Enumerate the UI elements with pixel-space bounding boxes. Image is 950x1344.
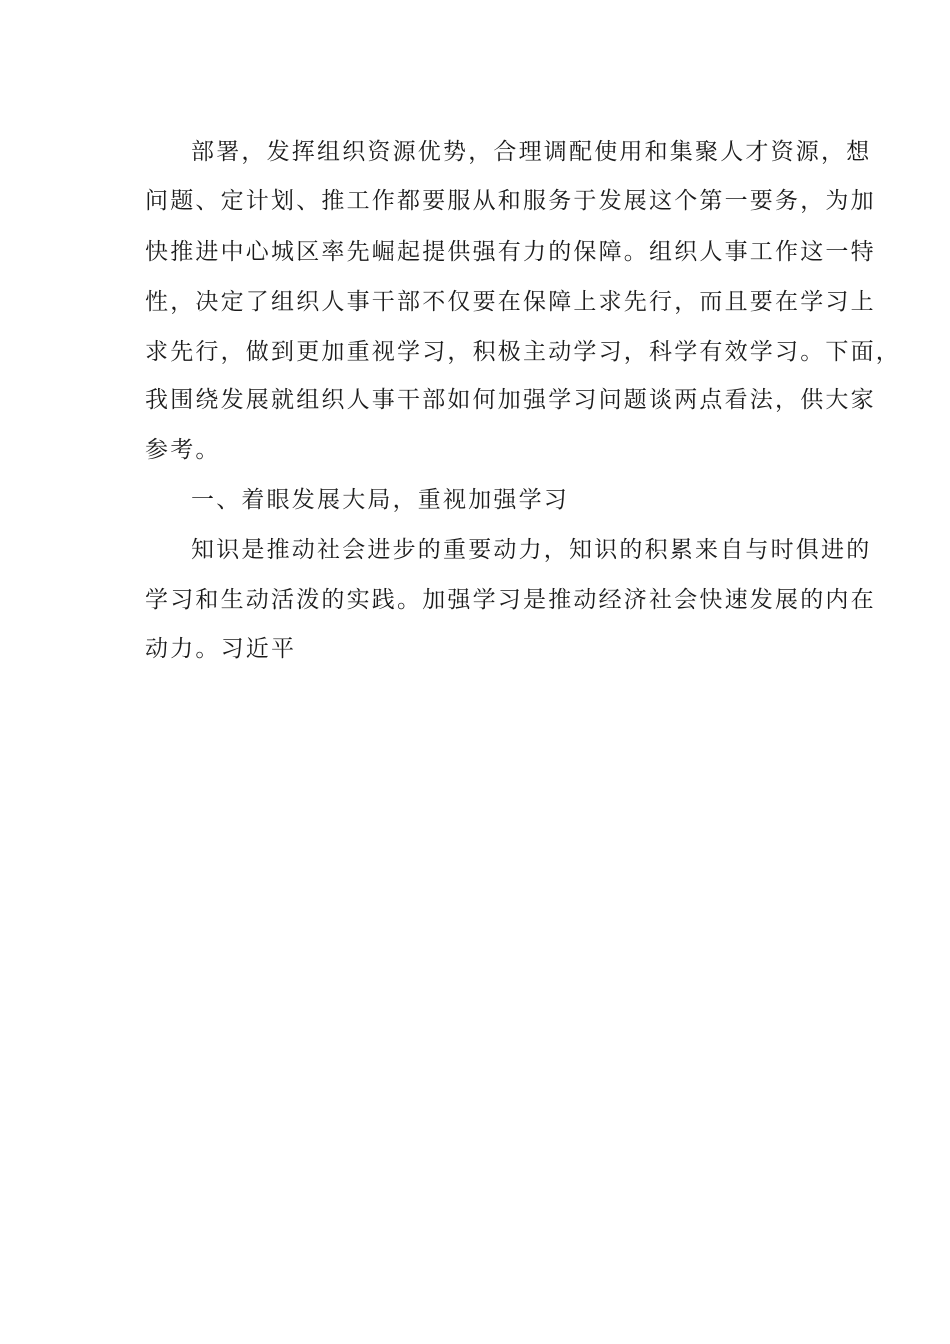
- paragraph-line: 知识是推动社会进步的重要动力，知识的积累来自与时俱进的: [191, 537, 872, 563]
- paragraph-line: 部署，发挥组织资源优势，合理调配使用和集聚人才资源，想: [191, 139, 872, 165]
- section-heading: 一、着眼发展大局，重视加强学习: [191, 487, 569, 513]
- paragraph-line: 学习和生动活泼的实践。加强学习是推动经济社会快速发展的内在: [145, 587, 876, 613]
- paragraph-line: 问题、定计划、推工作都要服从和服务于发展这个第一要务，为加: [145, 188, 876, 214]
- paragraph-line: 快推进中心城区率先崛起提供强有力的保障。组织人事工作这一特: [145, 239, 876, 265]
- paragraph-line: 求先行，做到更加重视学习，积极主动学习，科学有效学习。下面，: [145, 339, 901, 365]
- paragraph-line: 性，决定了组织人事干部不仅要在保障上求先行，而且要在学习上: [145, 289, 876, 315]
- paragraph-line: 我围绕发展就组织人事干部如何加强学习问题谈两点看法，供大家: [145, 387, 876, 413]
- paragraph-line: 动力。习近平: [145, 636, 297, 662]
- paragraph-line: 参考。: [145, 437, 221, 463]
